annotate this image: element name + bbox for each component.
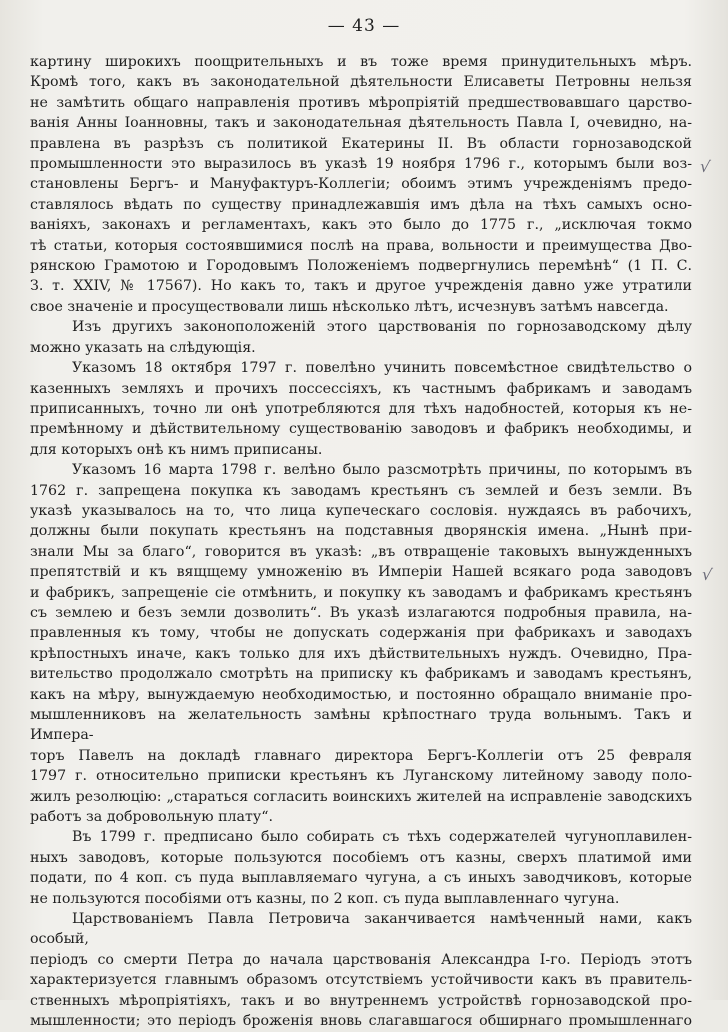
text-line: рянскою Грамотою и Городовымъ Положеніемъ подвергнулись перемѣнѣ“ (1 П. С. (30, 258, 692, 275)
text-line: ванія Анны Іоанновны, такъ и законодательная дѣятельность Павла I, очевидно, на- (30, 115, 692, 132)
text-line: ныхъ заводовъ, которые пользуются пособіемъ отъ казны, сверхъ платимой ими (30, 849, 692, 866)
text-line: казенныхъ земляхъ и прочихъ поссессіяхъ, къ частнымъ фабрикамъ и заводамъ (30, 380, 692, 397)
text-line: крѣпостныхъ иначе, какъ только для ихъ дѣйствительныхъ нуждъ. Очевидно, Пра- (30, 645, 692, 662)
text-line: картину широкихъ поощрительныхъ и въ тоже время принудительныхъ мѣръ. (30, 54, 692, 70)
text-line: торъ Павелъ на докладѣ главнаго директора Бергъ-Коллегіи отъ 25 февраля (30, 747, 692, 764)
text-line: какъ на мѣру, вынуждаемую необходимостью, и постоянно обращало вниманіе про- (30, 686, 692, 703)
text-line: съ землею и безъ земли дозволить“. Въ указѣ излагаются подробныя правила, на- (30, 604, 692, 621)
text-line: для которыхъ онѣ къ нимъ приписаны. (30, 441, 323, 458)
page-number: — 43 — (327, 16, 401, 36)
text-line: и фабрикъ, запрещеніе сіе отмѣнить, и покупку къ заводамъ и фабрикамъ крестьянъ (30, 584, 692, 601)
text-line: характеризуется главнымъ образомъ отсутствіемъ устойчивости какъ въ правитель- (30, 972, 692, 989)
body-text (30, 52, 692, 1032)
text-line: премѣнному и дѣйствительному существованію заводовъ и фабрикъ необходимы, и (30, 421, 692, 438)
text-line: не пользуются пособіями отъ казны, по 2 коп. съ пуда выплавленнаго чугуна. (30, 890, 620, 907)
check-mark-icon: √ (698, 156, 712, 177)
text-line: 1762 г. запрещена покупка къ заводамъ крестьянъ съ землей и безъ земли. Въ (30, 482, 692, 499)
text-line: приписанныхъ, точно ли онѣ употребляются для тѣхъ надобностей, которыя къ не- (30, 400, 692, 417)
text-line: можно указать на слѣдующія. (30, 339, 256, 356)
text-line: жилъ резолюцію: „стараться согласить воинскихъ жителей на исправленіе заводскихъ (30, 788, 692, 805)
text-line: Указомъ 18 октября 1797 г. повелѣно учинить повсемѣстное свидѣтельство о (72, 360, 692, 377)
text-line: періодъ со смерти Петра до начала царствованія Александра І-го. Періодъ этотъ (30, 951, 692, 968)
text-line: Изъ другихъ законоположеній этого царствованія по горнозаводскому дѣлу (72, 319, 692, 336)
check-mark-icon: √ (700, 564, 714, 585)
text-line: Въ 1799 г. предписано было собирать съ тѣхъ содержателей чугуноплавилен- (72, 829, 692, 846)
text-line: мышленниковъ на желательность замѣны крѣпостнаго труда вольнымъ. Такъ и Импера- (30, 707, 692, 744)
text-line: должны были покупать крестьянъ на подставныя дворянскія имена. „Нынѣ при- (30, 523, 692, 540)
text-line: становлены Бергъ- и Мануфактуръ-Коллегіи; обоимъ этимъ учрежденіямъ предо- (30, 176, 692, 193)
text-line: 1797 г. относительно приписки крестьянъ къ Луганскому литейному заводу поло- (30, 768, 692, 785)
text-line: указѣ указывалось на то, что лица купеческаго сословія. нуждаясь въ рабочихъ, (30, 502, 692, 519)
text-line: правлена въ разрѣзъ съ политикой Екатерины II. Въ области горнозаводской (30, 135, 692, 152)
text-line: Указомъ 16 марта 1798 г. велѣно было разсмотрѣть причины, по которымъ въ (72, 462, 692, 479)
text-line: ставлялось вѣдать по существу принадлежавшія имъ дѣла на тѣхъ самыхъ осно- (30, 196, 692, 213)
text-line: ваніяхъ, законахъ и регламентахъ, какъ это было до 1775 г., „исключая токмо (30, 217, 692, 234)
text-line: свое значеніе и просуществовали лишь нѣсколько лѣтъ, исчезнувъ затѣмъ навсегда. (30, 298, 669, 315)
text-line: промышленности это выразилось въ указѣ 19 ноября 1796 г., которымъ были воз- (30, 156, 692, 173)
text-line: подати, по 4 коп. съ пуда выплавляемаго чугуна, а съ иныхъ заводчиковъ, которые (30, 870, 692, 887)
text-line: тѣ статьи, которыя состоявшимися послѣ на права, вольности и преимущества Дво- (30, 237, 692, 254)
text-line: вительство продолжало смотрѣть на приписку къ фабрикамъ и заводамъ крестьянъ, (30, 666, 692, 683)
text-line: знали Мы за благо“, говорится въ указѣ: „въ отвращеніе таковыхъ вынужденныхъ (30, 543, 692, 560)
text-line: работъ за добровольную плату“. (30, 809, 273, 826)
text-line: не замѣтить общаго направленія противъ мѣропріятій предшествовавшаго царство- (30, 94, 692, 111)
text-line: препятствій и къ вящщему умноженію въ Имперіи Нашей всякаго рода заводовъ (30, 564, 692, 581)
text-line: мышленности; это періодъ броженія вновь слагавшагося обширнаго промышленнаго (30, 1013, 692, 1030)
text-line: З. т. XXIV, № 17567). Но какъ то, такъ и другое учрежденія давно уже утратили (30, 278, 692, 295)
text-line: Кромѣ того, какъ въ законодательной дѣятельности Елисаветы Петровны нельзя (30, 74, 692, 91)
text-line: ственныхъ мѣропріятіяхъ, такъ и во внутреннемъ устройствѣ горнозаводской про- (30, 992, 692, 1009)
text-line: правленныя къ тому, чтобы не допускать содержанія при фабрикахъ и заводахъ (30, 625, 692, 642)
text-line: Царствованіемъ Павла Петровича заканчивается намѣченный нами, какъ особый, (30, 911, 692, 948)
